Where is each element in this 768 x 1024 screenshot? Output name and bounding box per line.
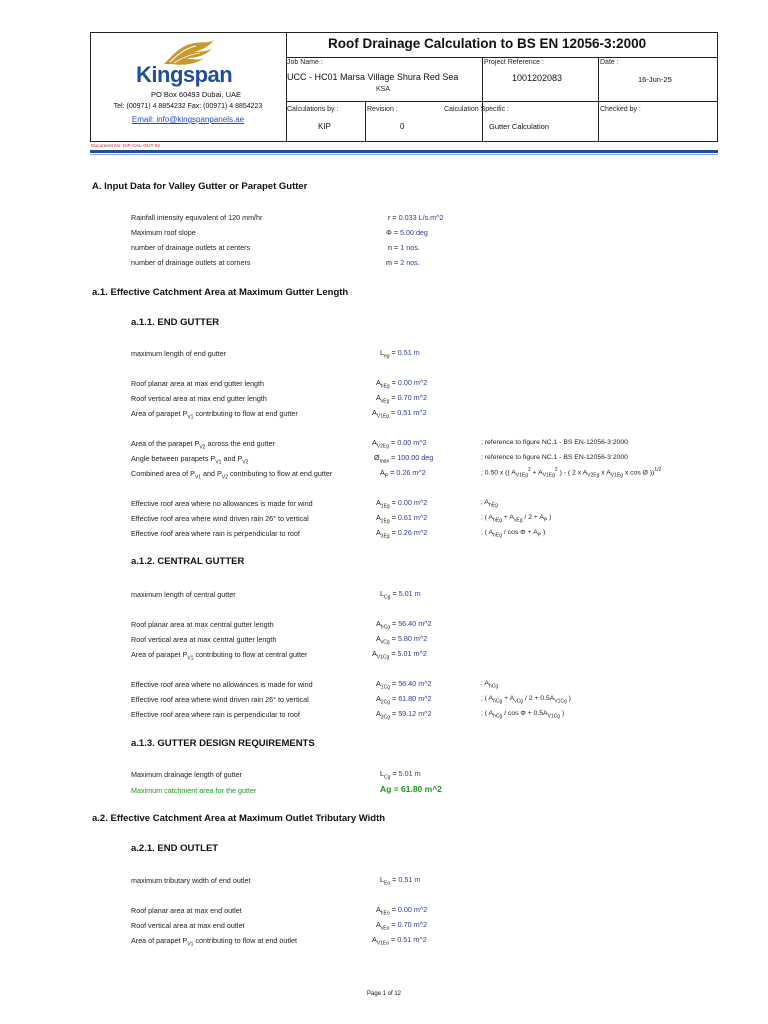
end-vertical-label: Roof vertical area at max end gutter length bbox=[131, 394, 267, 403]
input-symbol: m = bbox=[386, 258, 399, 267]
input-unit: nos. bbox=[406, 258, 420, 267]
end-outlet-vertical-eq: $A_{vEo} = 0.70$ m^2 bbox=[376, 920, 427, 932]
page-number: Page 1 of 12 bbox=[366, 991, 402, 997]
section-a2-title: a.2. Effective Catchment Area at Maximum Outlet Tributary Width bbox=[92, 813, 386, 824]
eff-area-wind-26-label: Effective roof area where wind driven rain 26° to vertical bbox=[131, 514, 309, 523]
end-outlet-parapet-label: Area of parapet $P_{V1}$ contributing to flow at end outlet bbox=[131, 936, 297, 948]
central-parapet-eq: $A_{V1Cg} = 5.01$ m^2 bbox=[372, 649, 427, 661]
end-outlet-vertical-label: Roof vertical area at max end outlet bbox=[131, 921, 245, 930]
end-outlet-width-eq: $L_{Eo} = 0.51$ m bbox=[380, 875, 421, 887]
parapet-angle-label: Angle between parapets $P_{V1}$ and $P_{V2}$ bbox=[131, 454, 249, 466]
input-symbol: n = bbox=[388, 243, 399, 252]
end-outlet-planar-label: Roof planar area at max end outlet bbox=[131, 906, 242, 915]
input-label: Maximum roof slope bbox=[131, 228, 196, 237]
eff-area-no-wind-label: Effective roof area where no allowances is made for wind bbox=[131, 499, 313, 508]
section-a12-title: a.1.2. CENTRAL GUTTER bbox=[131, 556, 245, 567]
section-a13-title: a.1.3. GUTTER DESIGN REQUIREMENTS bbox=[131, 738, 315, 749]
revision-value: 0 bbox=[400, 122, 405, 131]
central-gutter-length-label: maximum length of central gutter bbox=[131, 590, 236, 599]
central-eff-perpendicular-formula: ; ( $A_{hCg} / \cos \Phi + 0.5A_{V1Cg}$ ) bbox=[481, 710, 565, 720]
input-label: Rainfall intensity equivalent of 120 mm/hr bbox=[131, 213, 263, 222]
parapet-angle-eq: $Ø_{max} = 100.00$ deg bbox=[374, 453, 434, 465]
input-value: 5.00 bbox=[399, 228, 414, 237]
input-value: 2 bbox=[400, 258, 405, 267]
section-a21-title: a.2.1. END OUTLET bbox=[131, 843, 219, 854]
central-eff-perpendicular-eq: $A_{3Cg} = 59.12$ m^2 bbox=[376, 709, 432, 721]
max-catchment-area-value: Ag = 61.80 m^2 bbox=[380, 784, 442, 794]
central-eff-wind-26-label: Effective roof area where wind driven rain 26° to vertical bbox=[131, 695, 309, 704]
input-unit: deg bbox=[415, 228, 428, 237]
header-divider bbox=[90, 150, 718, 153]
central-gutter-length-eq: $L_{Cg} = 5.01$ m bbox=[380, 589, 421, 601]
combined-parapet-label: Combined area of $P_{V1}$ and $P_{V2}$ contributing to flow at end gutter bbox=[131, 469, 333, 481]
document-number: Document No: KIP-CAL-GUT-02 bbox=[91, 144, 161, 149]
section-a-title: A. Input Data for Valley Gutter or Parapet Gutter bbox=[92, 181, 308, 192]
max-drainage-length-label: Maximum drainage length of gutter bbox=[131, 770, 243, 779]
calculations-by: KIP bbox=[318, 122, 331, 131]
input-value: 0.033 bbox=[398, 213, 417, 222]
central-eff-no-wind-label: Effective roof area where no allowances is made for wind bbox=[131, 680, 313, 689]
central-eff-perpendicular-label: Effective roof area where rain is perpendicular to roof bbox=[131, 710, 300, 719]
eff-area-perpendicular-formula: ; ( $A_{hEg} / \cos \Phi + A_P$ ) bbox=[481, 529, 546, 539]
section-a11-title: a.1.1. END GUTTER bbox=[131, 317, 220, 328]
revision-label: Revision : bbox=[367, 106, 398, 113]
eff-area-perpendicular-eq: $A_{3Eg} = 0.26$ m^2 bbox=[376, 528, 428, 540]
job-name-label: Job Name : bbox=[287, 59, 323, 66]
combined-parapet-formula: ; 0.50 x (( $A_{V1Eg}^2 + A_{V1Eg}^2$ ) - ( 2 x $A_{V2Eg}$ x $A_{V1Eg}$ x cos Ø ))$^{1/2}$ bbox=[481, 467, 662, 479]
eff-area-no-wind-formula: ; $A_{hEg}$ bbox=[481, 499, 498, 509]
input-unit: L/s.m^2 bbox=[418, 213, 444, 222]
project-reference-label: Project Reference : bbox=[484, 59, 544, 66]
input-symbol: Φ = bbox=[386, 228, 398, 237]
end-outlet-planar-eq: $A_{hEo} = 0.00$ m^2 bbox=[376, 905, 428, 917]
calculation-specific: Gutter Calculation bbox=[489, 122, 550, 131]
central-eff-no-wind-formula: ; $A_{hCg}$ bbox=[481, 680, 499, 690]
combined-parapet-eq: $A_P = 0.26$ m^2 bbox=[380, 468, 426, 480]
input-symbol: r = bbox=[388, 213, 397, 222]
page-title: Roof Drainage Calculation to BS EN 12056-3:2000 bbox=[328, 36, 647, 51]
central-eff-wind-26-eq: $A_{2Cg} = 61.80$ m^2 bbox=[376, 694, 432, 706]
central-eff-no-wind-eq: $A_{1Cg} = 56.40$ m^2 bbox=[376, 679, 432, 691]
max-catchment-area-label: Maximum catchment area for the gutter bbox=[131, 786, 257, 795]
input-label: number of drainage outlets at corners bbox=[131, 258, 251, 267]
header-divider-thin bbox=[90, 154, 718, 155]
central-planar-label: Roof planar area at max central gutter length bbox=[131, 620, 274, 629]
parapet-across-reference: ; reference to figure NC.1 - BS EN-12056-3:2000 bbox=[481, 439, 628, 446]
end-parapet-label: Area of parapet $P_{V1}$ contributing to flow at end gutter bbox=[131, 409, 298, 421]
eff-area-wind-26-formula: ; ( $A_{hEg} + A_{vEg} / 2 + A_P$ ) bbox=[481, 514, 552, 524]
central-eff-wind-26-formula: ; ( $A_{hCg} + A_{vCg} / 2 + 0.5A_{V1Cg}$ ) bbox=[481, 695, 571, 705]
parapet-angle-reference: ; reference to figure NC.1 - BS EN-12056-3:2000 bbox=[481, 454, 628, 461]
project-reference: 1001202083 bbox=[512, 73, 563, 83]
central-parapet-label: Area of parapet $P_{V1}$ contributing to flow at central gutter bbox=[131, 650, 308, 662]
parapet-across-eq: $A_{V2Eg} = 0.00$ m^2 bbox=[372, 438, 427, 450]
eff-area-perpendicular-label: Effective roof area where rain is perpendicular to roof bbox=[131, 529, 300, 538]
end-parapet-eq: $A_{V1Eg} = 0.51$ m^2 bbox=[372, 408, 427, 420]
checked-by-label: Checked by : bbox=[600, 106, 641, 113]
end-gutter-length-label: maximum length of end gutter bbox=[131, 349, 227, 358]
date-value: 16-Jun-25 bbox=[638, 75, 672, 84]
eff-area-wind-26-eq: $A_{2Eg} = 0.61$ m^2 bbox=[376, 513, 428, 525]
job-location: KSA bbox=[376, 86, 391, 93]
calculations-by-label: Calculations by : bbox=[287, 106, 339, 113]
end-planar-label: Roof planar area at max end gutter length bbox=[131, 379, 265, 388]
input-value: 1 bbox=[400, 243, 405, 252]
company-address: PO Box 60493 Dubai, UAE bbox=[150, 90, 242, 99]
input-unit: nos. bbox=[406, 243, 420, 252]
end-vertical-eq: $A_{vEg} = 0.70$ m^2 bbox=[376, 393, 427, 405]
eff-area-no-wind-eq: $A_{1Eg} = 0.00$ m^2 bbox=[376, 498, 428, 510]
job-name: UCC - HC01 Marsa Village Shura Red Sea bbox=[287, 72, 459, 82]
central-vertical-eq: $A_{vCg} = 5.80$ m^2 bbox=[376, 634, 428, 646]
section-a1-title: a.1. Effective Catchment Area at Maximum Gutter Length bbox=[92, 287, 349, 298]
end-outlet-width-label: maximum tributary width of end outlet bbox=[131, 876, 251, 885]
date-label: Date : bbox=[600, 59, 619, 66]
end-planar-eq: $A_{hEg} = 0.00$ m^2 bbox=[376, 378, 428, 390]
company-email-link[interactable]: Email: info@kingspanpanels.ae bbox=[131, 115, 245, 124]
end-gutter-length-eq: $L_{eg} = 0.51$ m bbox=[380, 348, 420, 360]
company-phone-fax: Tel: (00971) 4 8854232 Fax: (00971) 4 8854223 bbox=[113, 103, 263, 110]
calculation-specific-label: Calculation Specific : bbox=[444, 106, 509, 113]
central-vertical-label: Roof vertical area at max central gutter length bbox=[131, 635, 277, 644]
input-label: number of drainage outlets at centers bbox=[131, 243, 251, 252]
max-drainage-length-eq: $L_{Cg} = 5.01$ m bbox=[380, 769, 421, 781]
central-planar-eq: $A_{hCg} = 56.40$ m^2 bbox=[376, 619, 432, 631]
company-name: Kingspan bbox=[136, 62, 233, 87]
parapet-across-label: Area of the parapet $P_{V2}$ across the end gutter bbox=[131, 439, 275, 451]
end-outlet-parapet-eq: $A_{V1Eo} = 0.51$ m^2 bbox=[372, 935, 427, 947]
